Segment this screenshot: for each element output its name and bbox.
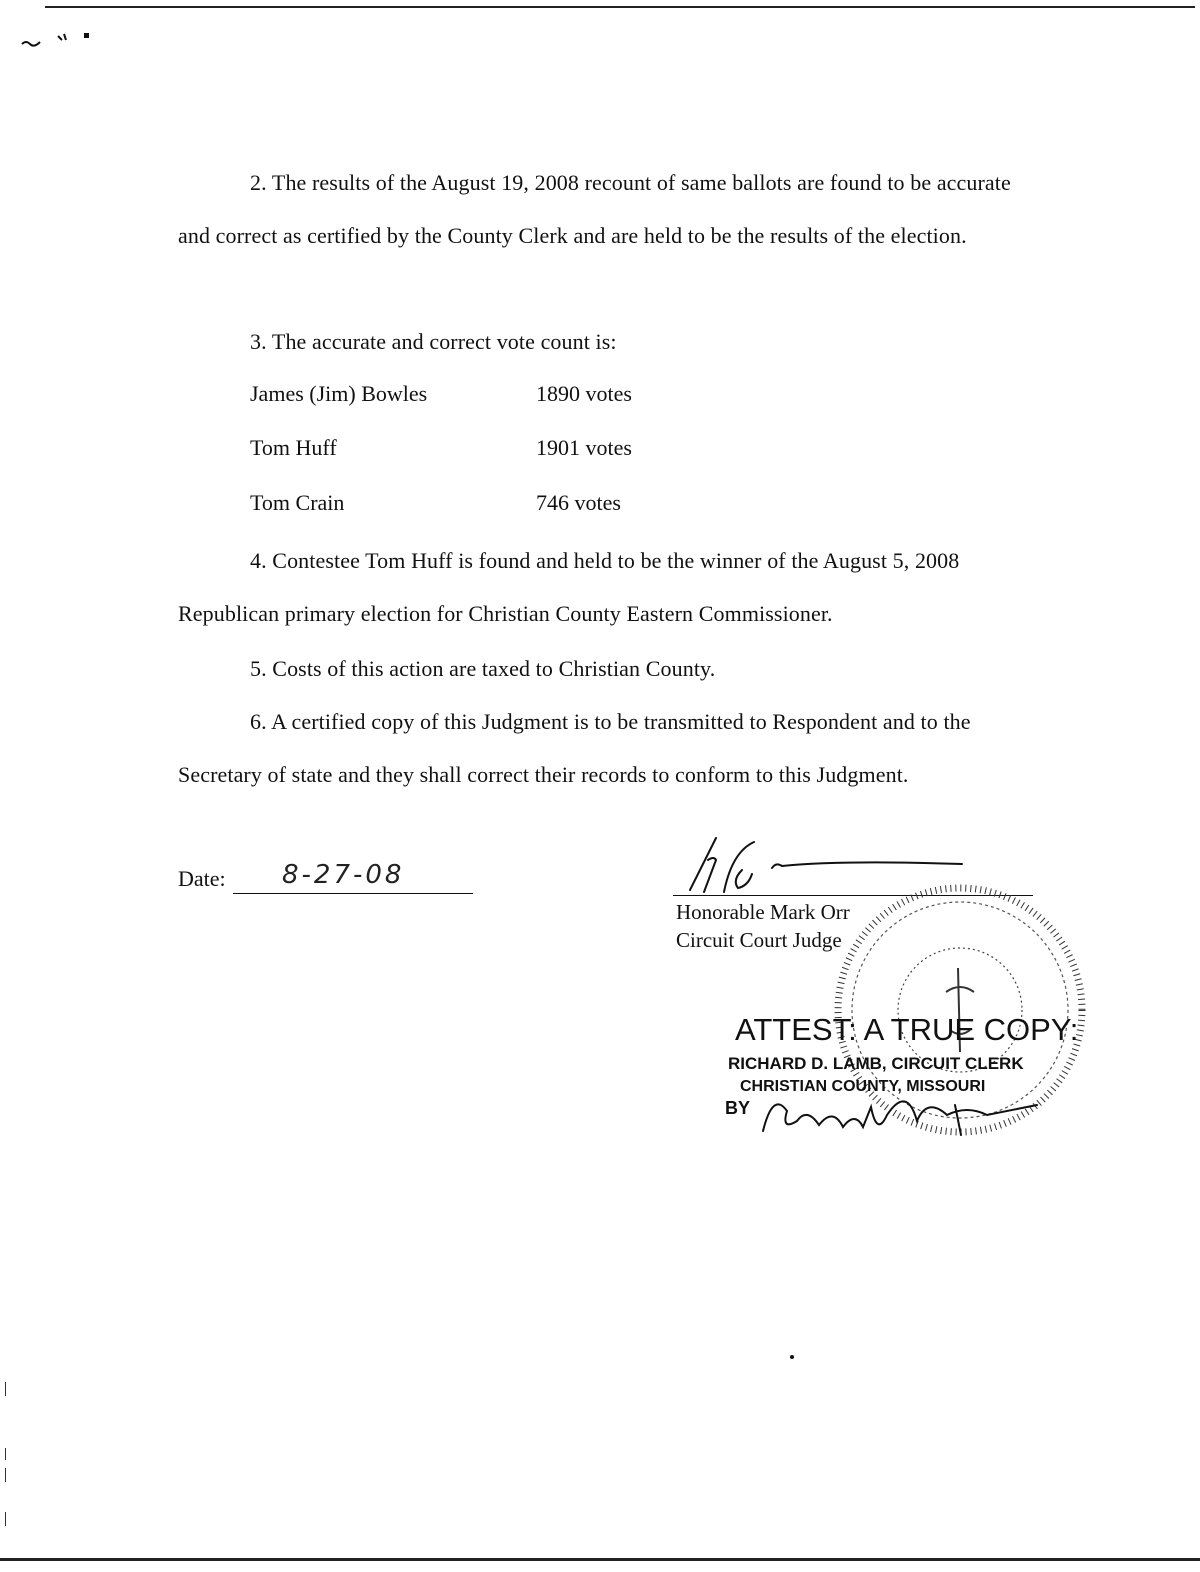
- scan-artifact-mark: [18, 30, 98, 50]
- attest-stamp: ATTEST: A TRUE COPY:: [735, 1012, 1079, 1047]
- paragraph-4: [178, 534, 1048, 640]
- candidate-votes: 1901 votes: [536, 435, 632, 460]
- candidate-name: James (Jim) Bowles: [250, 381, 428, 406]
- date-label: Date:: [178, 866, 226, 891]
- paragraph-3-text: 3. The accurate and correct vote count is:: [250, 329, 617, 354]
- clerk-name: RICHARD D. LAMB, CIRCUIT CLERK: [728, 1054, 1024, 1073]
- paragraph-2-text: 2. The results of the August 19, 2008 recount of same ballots are found to be accurate and correct as certified by the County Clerk and are held to be the results of the election.: [178, 170, 1011, 248]
- paragraph-5: [178, 642, 1048, 695]
- stamp-by-label: BY: [725, 1098, 751, 1118]
- date-line: [233, 893, 473, 894]
- handwritten-date: 8-27-08: [282, 860, 405, 890]
- scan-tick: [5, 1512, 6, 1526]
- paragraph-6: [178, 695, 1048, 801]
- clerk-county: CHRISTIAN COUNTY, MISSOURI: [740, 1078, 986, 1095]
- judge-title: Circuit Court Judge: [676, 928, 842, 952]
- judge-name: Honorable Mark Orr: [676, 900, 850, 924]
- scan-tick: [5, 1448, 6, 1460]
- paragraph-4-text: 4. Contestee Tom Huff is found and held to be the winner of the August 5, 2008 Republican primary election for Christian County Eastern Commissioner.: [178, 548, 960, 626]
- paragraph-2: [178, 156, 1048, 262]
- candidate-name: Tom Crain: [250, 490, 345, 515]
- scan-tick: [5, 1468, 6, 1482]
- scan-speck: [790, 1355, 794, 1359]
- candidate-name: Tom Huff: [250, 435, 337, 460]
- paragraph-6-text: 6. A certified copy of this Judgment is to be transmitted to Respondent and to the Secretary of state and they shall correct their records to conform to this Judgment.: [178, 709, 971, 787]
- candidate-votes: 1890 votes: [536, 381, 632, 406]
- scan-edge-top: [45, 6, 1195, 8]
- scan-tick: [5, 1382, 6, 1396]
- scan-edge-bottom: [0, 1558, 1200, 1561]
- candidate-votes: 746 votes: [536, 490, 621, 515]
- clerk-signature: [755, 1085, 1045, 1145]
- paragraph-5-text: 5. Costs of this action are taxed to Christian County.: [250, 656, 716, 681]
- paragraph-3: [178, 315, 1048, 368]
